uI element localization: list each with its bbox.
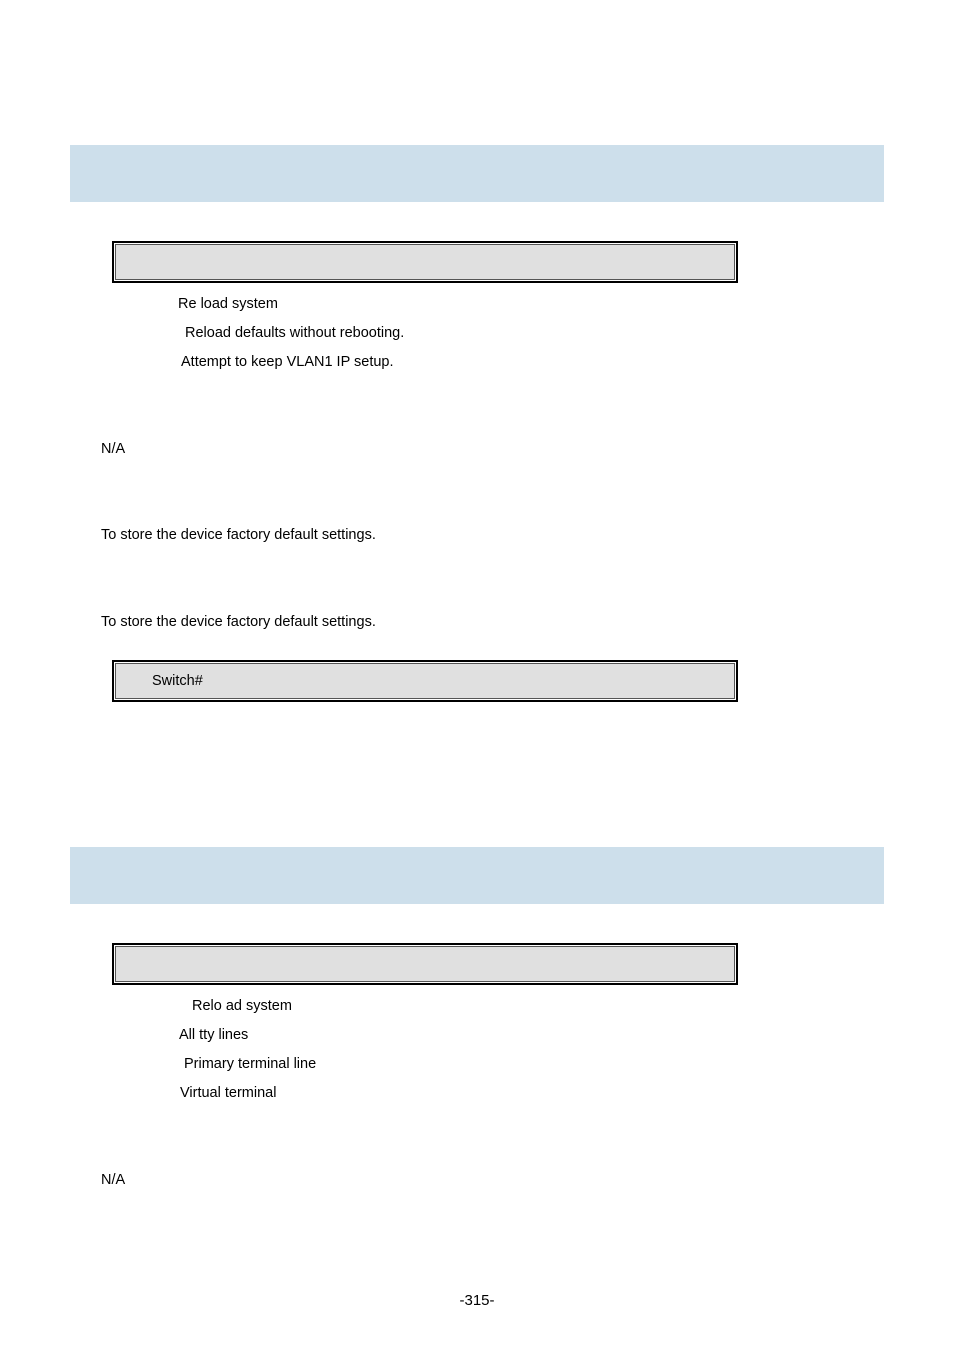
usage-text: To store the device factory default settings. [101,527,376,543]
section-header-band [70,145,884,202]
param-desc: Re load system [178,296,278,312]
example-box [112,660,738,702]
example-desc: To store the device factory default settings. [101,614,376,630]
section-header-band [70,847,884,904]
param-desc: Relo ad system [192,998,292,1014]
example-code: Switch# [152,673,203,689]
syntax-box [112,943,738,985]
syntax-box [112,241,738,283]
page-number: -315- [459,1292,495,1309]
default-value: N/A [101,441,126,457]
param-desc: Primary terminal line [184,1056,317,1072]
default-value: N/A [101,1172,126,1188]
param-desc: Reload defaults without rebooting. [185,325,405,341]
param-desc: Virtual terminal [180,1085,277,1101]
param-desc: Attempt to keep VLAN1 IP setup. [181,354,394,370]
param-desc: All tty lines [179,1027,249,1043]
